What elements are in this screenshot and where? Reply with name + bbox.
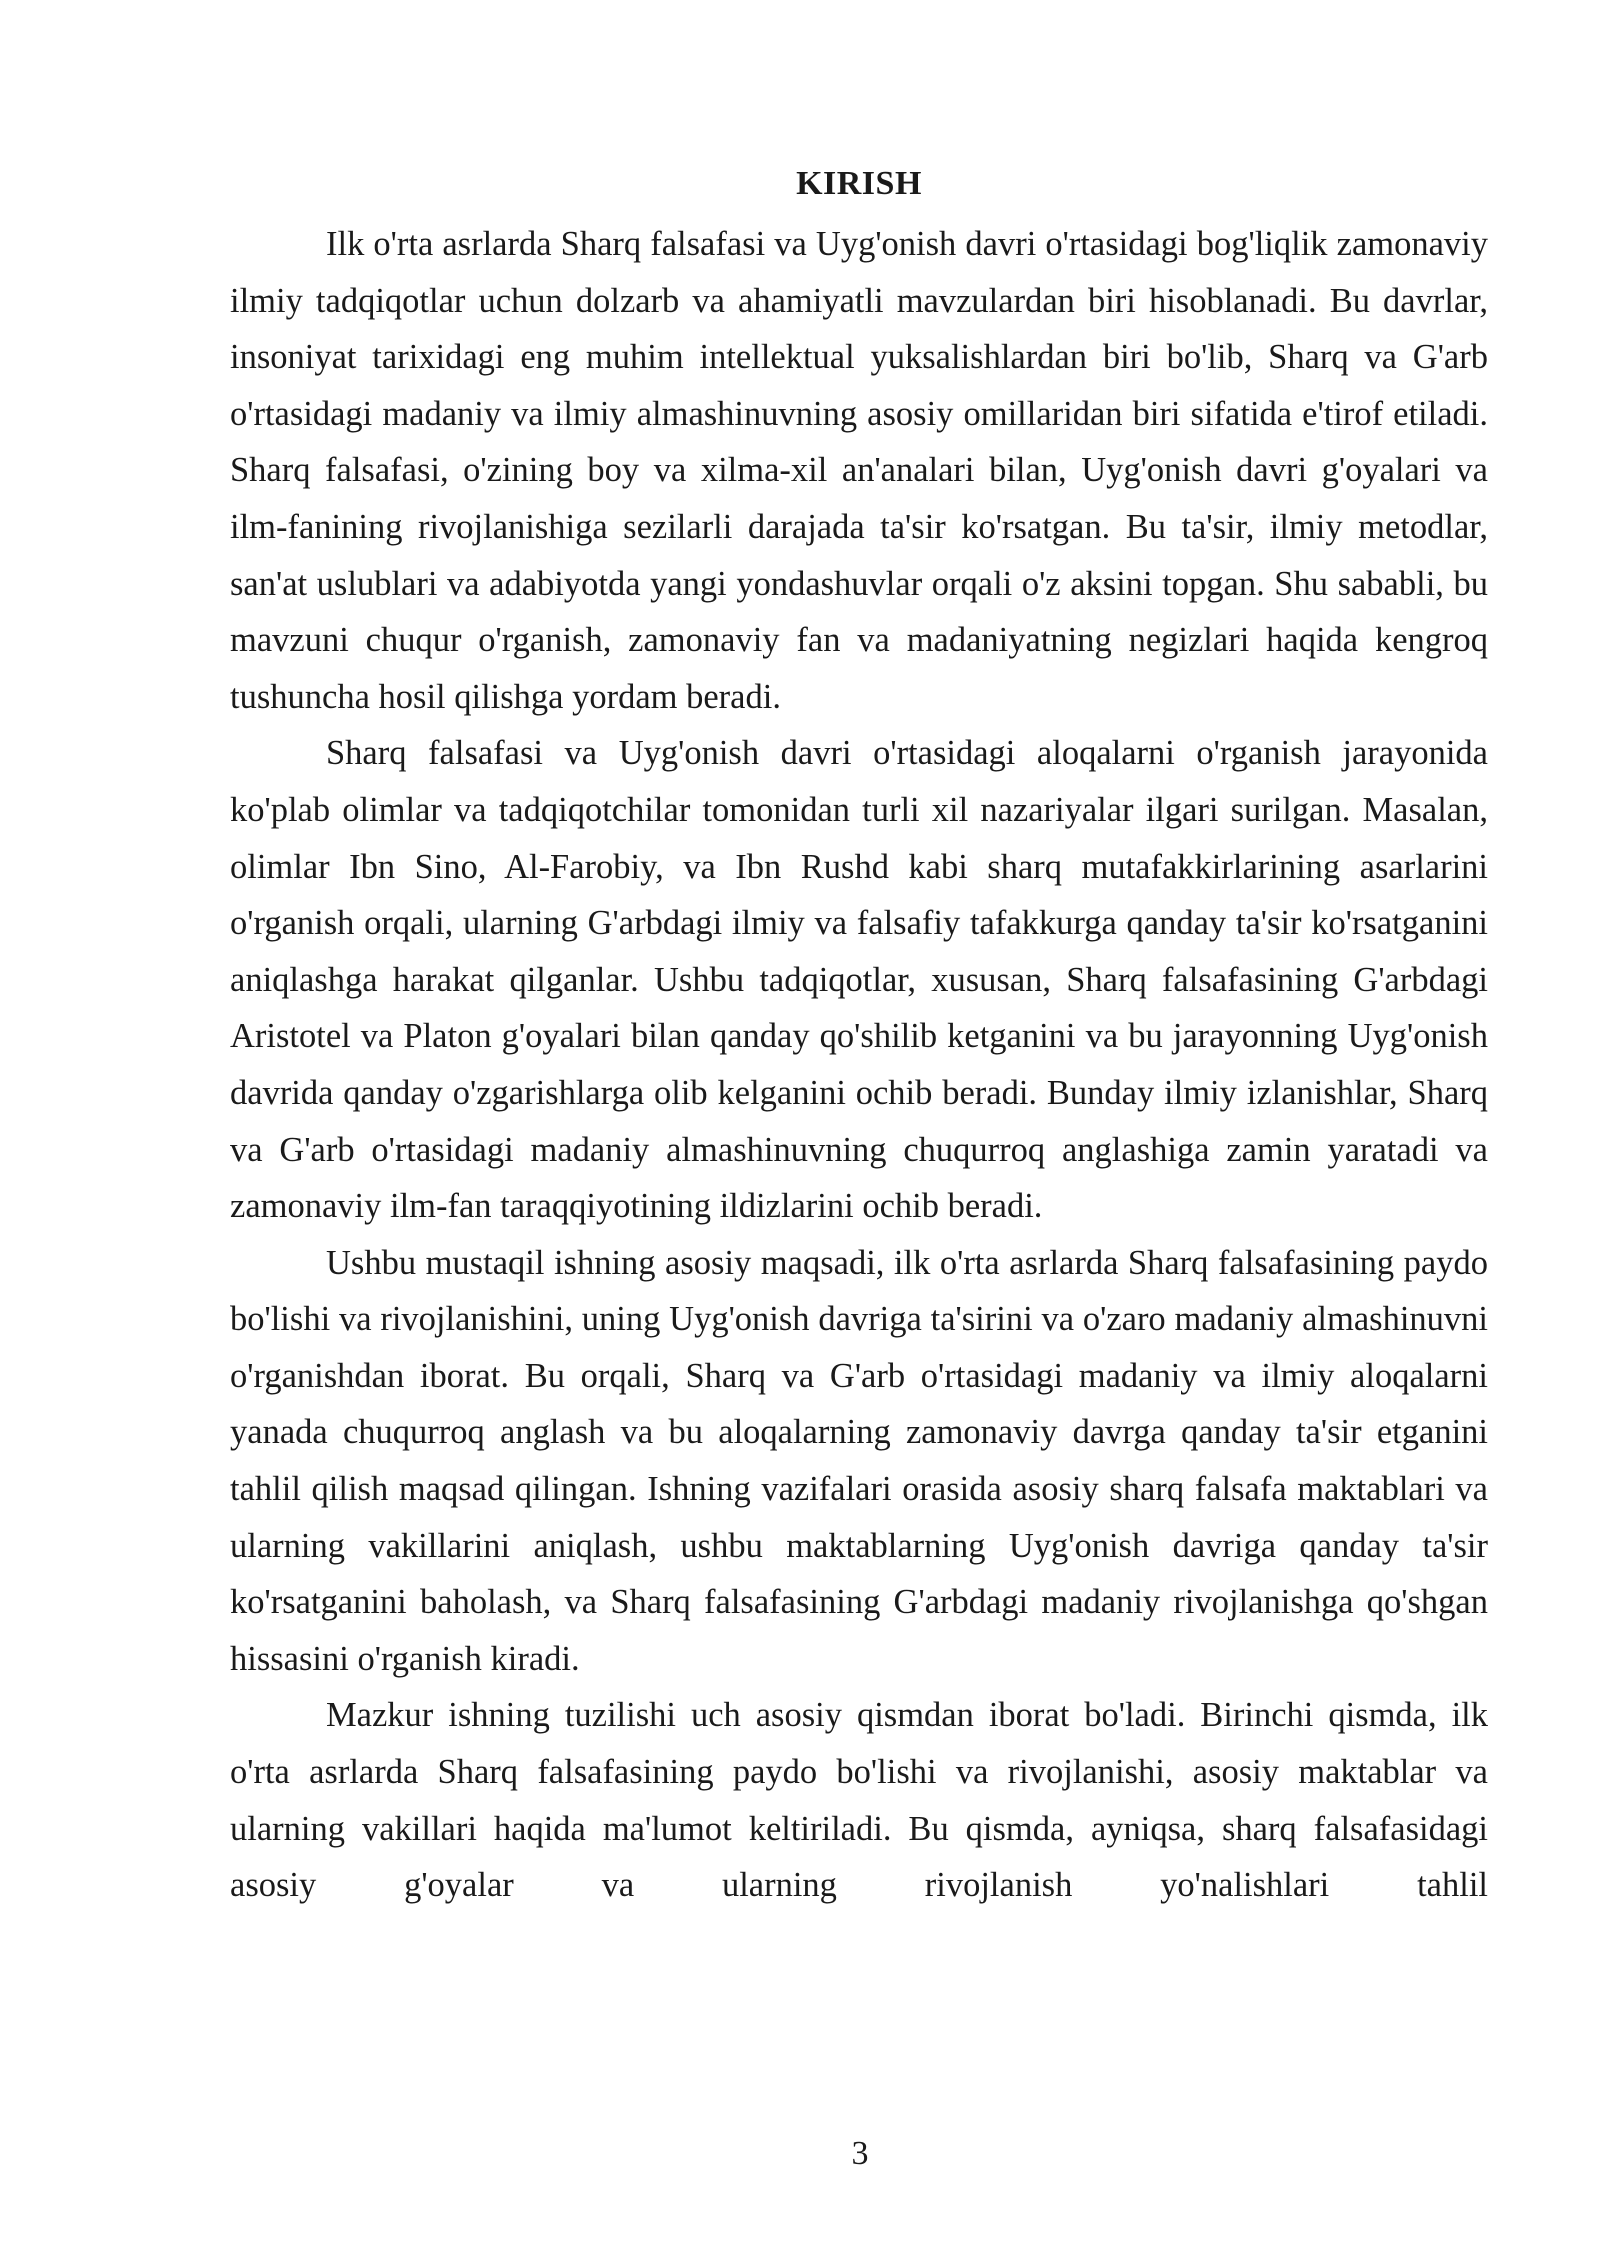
body-paragraph: Sharq falsafasi va Uyg'onish davri o'rtasidagi aloqalarni o'rganish jarayonida ko'plab olimlar va tadqiqotchilar tomonidan turli xil nazariyalar ilgari surilgan. Masalan, olimlar Ibn Sino, Al-Farobiy, va Ibn Rushd kabi sharq mutafakkirlarining asarlarini o'rganish orqali, ularning G'arbdagi ilmiy va falsafiy tafakkurga qanday ta'sir ko'rsatganini aniqlashga harakat qilganlar. Ushbu tadqiqotlar, xususan, Sharq falsafasining G'arbdagi Aristotel va Platon g'oyalari bilan qanday qo'shilib ketganini va bu jarayonning Uyg'onish davrida qanday o'zgarishlarga olib kelganini ochib beradi. Bunday ilmiy izlanishlar, Sharq va G'arb o'rtasidagi madaniy almashinuvning chuqurroq anglashiga zamin yaratadi va zamonaviy ilm-fan taraqqiyotining ildizlarini ochib beradi.: [230, 734, 1488, 1226]
section-heading: KIRISH: [796, 165, 922, 202]
body-paragraph: Ushbu mustaqil ishning asosiy maqsadi, ilk o'rta asrlarda Sharq falsafasining paydo bo'lishi va rivojlanishini, uning Uyg'onish davriga ta'sirini va o'zaro madaniy almashinuvni o'rganishdan iborat. Bu orqali, Sharq va G'arb o'rtasidagi madaniy va ilmiy aloqalarni yanada chuqurroq anglash va bu aloqalarning zamonaviy davrga qanday ta'sir etganini tahlil qilish maqsad qilingan. Ishning vazifalari orasida asosiy sharq falsafa maktablari va ularning vakillarini aniqlash, ushbu maktablarning Uyg'onish davriga qanday ta'sir ko'rsatganini baholash, va Sharq falsafasining G'arbdagi madaniy rivojlanishga qo'shgan hissasini o'rganish kiradi.: [230, 1243, 1488, 1678]
document-page: [230, 160, 1488, 1914]
body-paragraph: Ilk o'rta asrlarda Sharq falsafasi va Uyg'onish davri o'rtasidagi bog'liqlik zamonaviy ilmiy tadqiqotlar uchun dolzarb va ahamiyatli mavzulardan biri hisoblanadi. Bu davrlar, insoniyat tarixidagi eng muhim intellektual yuksalishlardan biri bo'lib, Sharq va G'arb o'rtasidagi madaniy va ilmiy almashinuvning asosiy omillaridan biri sifatida e'tirof etiladi. Sharq falsafasi, o'zining boy va xilma-xil an'analari bilan, Uyg'onish davri g'oyalari va ilm-fanining rivojlanishiga sezilarli darajada ta'sir ko'rsatgan. Bu ta'sir, ilmiy metodlar, san'at uslublari va adabiyotda yangi yondashuvlar orqali o'z aksini topgan. Shu sababli, bu mavzuni chuqur o'rganish, zamonaviy fan va madaniyatning negizlari haqida kengroq tushuncha hosil qilishga yordam beradi.: [230, 225, 1488, 716]
page-number: 3: [851, 2135, 869, 2172]
body-paragraph: Mazkur ishning tuzilishi uch asosiy qismdan iborat bo'ladi. Birinchi qismda, ilk o'rta asrlarda Sharq falsafasining paydo bo'lishi va rivojlanishi, asosiy maktablar va ularning vakillari haqida ma'lumot keltiriladi. Bu qismda, ayniqsa, sharq falsafasidagi asosiy g'oyalar va ularning rivojlanish yo'nalishlari tahlil: [230, 1696, 1488, 1905]
